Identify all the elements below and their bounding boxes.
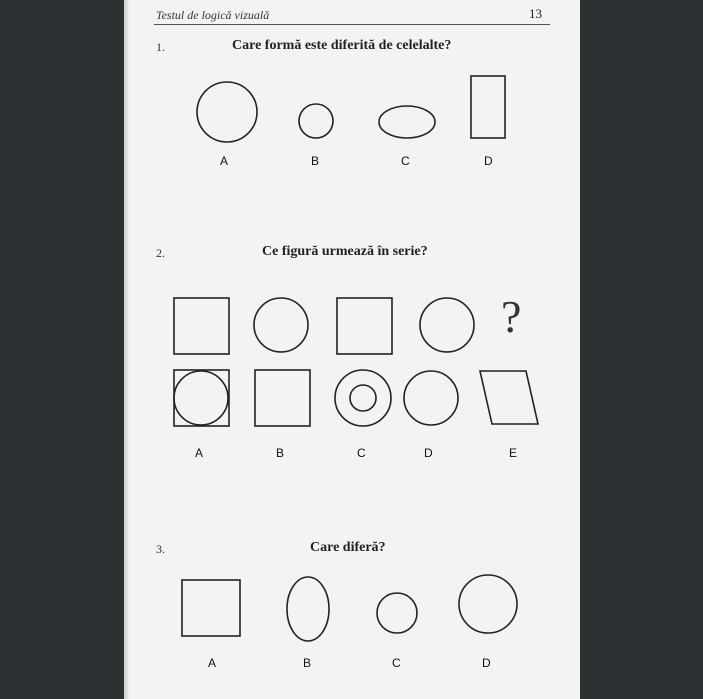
- q2-figure-b-square: [255, 370, 310, 426]
- left-background: [0, 0, 124, 699]
- q3-figure-d-circle: [459, 575, 517, 633]
- q3-option-label-a: A: [208, 656, 217, 670]
- q1-figure-b-small-circle: [299, 104, 333, 138]
- q1-figure-d-rectangle: [471, 76, 505, 138]
- q3-figure-a-square: [182, 580, 240, 636]
- q3-option-label-c: C: [392, 656, 401, 670]
- q2-figure-c-outer-circle: [335, 370, 391, 426]
- q1-figure-a-circle: [197, 82, 257, 142]
- running-title: Testul de logică vizuală: [156, 8, 270, 22]
- q2-figure-d-circle: [404, 371, 458, 425]
- question-3-text: Care diferă?: [310, 540, 386, 555]
- q3-figure-b-ellipse: [287, 577, 329, 641]
- q2-figure-e-parallelogram: [480, 371, 538, 424]
- q2-figure-a-inner-circle: [174, 371, 228, 425]
- question-2-number: 2.: [156, 246, 165, 260]
- q1-option-label-d: D: [484, 154, 493, 168]
- q2-series-circle-1: [254, 298, 308, 352]
- q2-series-square-2: [337, 298, 392, 354]
- question-1-number: 1.: [156, 40, 165, 54]
- q2-question-mark: ?: [501, 291, 522, 342]
- q2-option-label-c: C: [357, 446, 366, 460]
- figures-layer: [124, 0, 580, 699]
- question-3-number: 3.: [156, 542, 165, 556]
- q1-figure-c-ellipse: [379, 106, 435, 138]
- q2-option-label-d: D: [424, 446, 433, 460]
- q1-option-label-b: B: [311, 154, 320, 168]
- q2-option-label-e: E: [509, 446, 518, 460]
- right-background: [580, 0, 703, 699]
- q3-figure-c-circle: [377, 593, 417, 633]
- q3-option-label-d: D: [482, 656, 491, 670]
- q2-series-circle-2: [420, 298, 474, 352]
- q2-option-label-b: B: [276, 446, 285, 460]
- q2-figure-c-inner-circle: [350, 385, 376, 411]
- q1-option-label-c: C: [401, 154, 410, 168]
- question-2-text: Ce figură urmează în serie?: [262, 244, 428, 259]
- page-number: 13: [529, 6, 542, 21]
- q2-series-square-1: [174, 298, 229, 354]
- question-1-text: Care formă este diferită de celelalte?: [232, 38, 452, 53]
- q3-option-label-b: B: [303, 656, 312, 670]
- q2-option-label-a: A: [195, 446, 204, 460]
- book-page: [124, 0, 580, 699]
- q1-option-label-a: A: [220, 154, 229, 168]
